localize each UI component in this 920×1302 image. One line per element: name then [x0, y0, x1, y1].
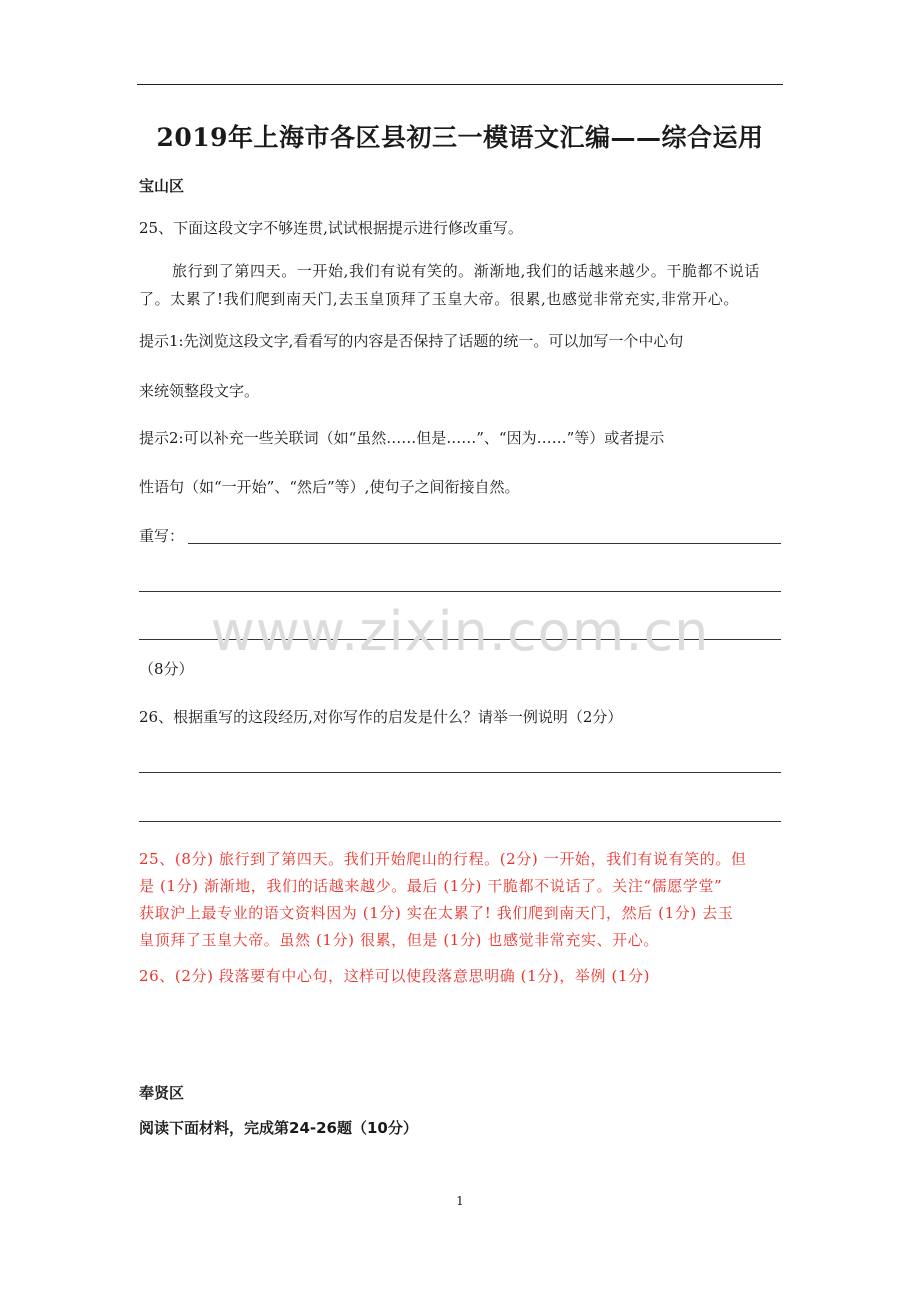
hint-1-line-1: 提示1:先浏览这段文字,看看写的内容是否保持了话题的统一。可以加写一个中心句 [139, 332, 684, 350]
answer-line-5[interactable] [139, 821, 781, 822]
document-title: 2019年上海市各区县初三一模语文汇编——综合运用 [156, 123, 764, 152]
answer-25-line-3: 获取沪上最专业的语文资料因为 (1分) 实在太累了! 我们爬到南天门，然后 (1分) 去玉 [139, 904, 734, 922]
fengxian-instruction: 阅读下面材料，完成第24-26题（10分） [139, 1119, 418, 1137]
answer-25-line-1: 25、(8分) 旅行到了第四天。我们开始爬山的行程。(2分) 一开始，我们有说有笑的。但 [139, 850, 747, 868]
hint-2-line-1: 提示2:可以补充一些关联词（如“虽然……但是……”、“因为……”等）或者提示 [139, 429, 665, 447]
hint-1-line-2: 来统领整段文字。 [139, 382, 260, 400]
section-heading-fengxian: 奉贤区 [139, 1084, 185, 1102]
answer-26: 26、(2分) 段落要有中心句，这样可以使段落意思明确 (1分)，举例 (1分) [139, 967, 651, 985]
passage-line-2: 了。太累了!我们爬到南天门,去玉皇顶拜了玉皇大帝。很累,也感觉非常充实,非常开心。 [139, 290, 739, 308]
top-rule [137, 84, 783, 85]
watermark: www.zixin.com.cn [210, 600, 710, 663]
rewrite-label: 重写： [139, 527, 185, 545]
score-label: （8分） [139, 660, 194, 678]
question-26: 26、根据重写的这段经历,对你写作的启发是什么？请举一例说明（2分） [139, 708, 623, 726]
passage-line-1: 旅行到了第四天。一开始,我们有说有笑的。渐渐地,我们的话越来越少。干脆都不说话 [172, 262, 760, 280]
section-heading-baoshan: 宝山区 [139, 177, 185, 195]
answer-25-line-4: 皇顶拜了玉皇大帝。虽然 (1分) 很累，但是 (1分) 也感觉非常充实、开心。 [139, 931, 659, 949]
answer-line-1[interactable] [188, 543, 781, 544]
answer-line-2[interactable] [139, 591, 781, 592]
question-25: 25、下面这段文字不够连贯,试试根据提示进行修改重写。 [139, 219, 523, 237]
answer-25-line-2: 是 (1分) 渐渐地，我们的话越来越少。最后 (1分) 干脆都不说话了。关注“儒愿学堂” [139, 877, 723, 895]
page-number: 1 [456, 1194, 464, 1208]
hint-2-line-2: 性语句（如“一开始”、“然后”等）,使句子之间衔接自然。 [139, 478, 520, 496]
answer-line-4[interactable] [139, 772, 781, 773]
